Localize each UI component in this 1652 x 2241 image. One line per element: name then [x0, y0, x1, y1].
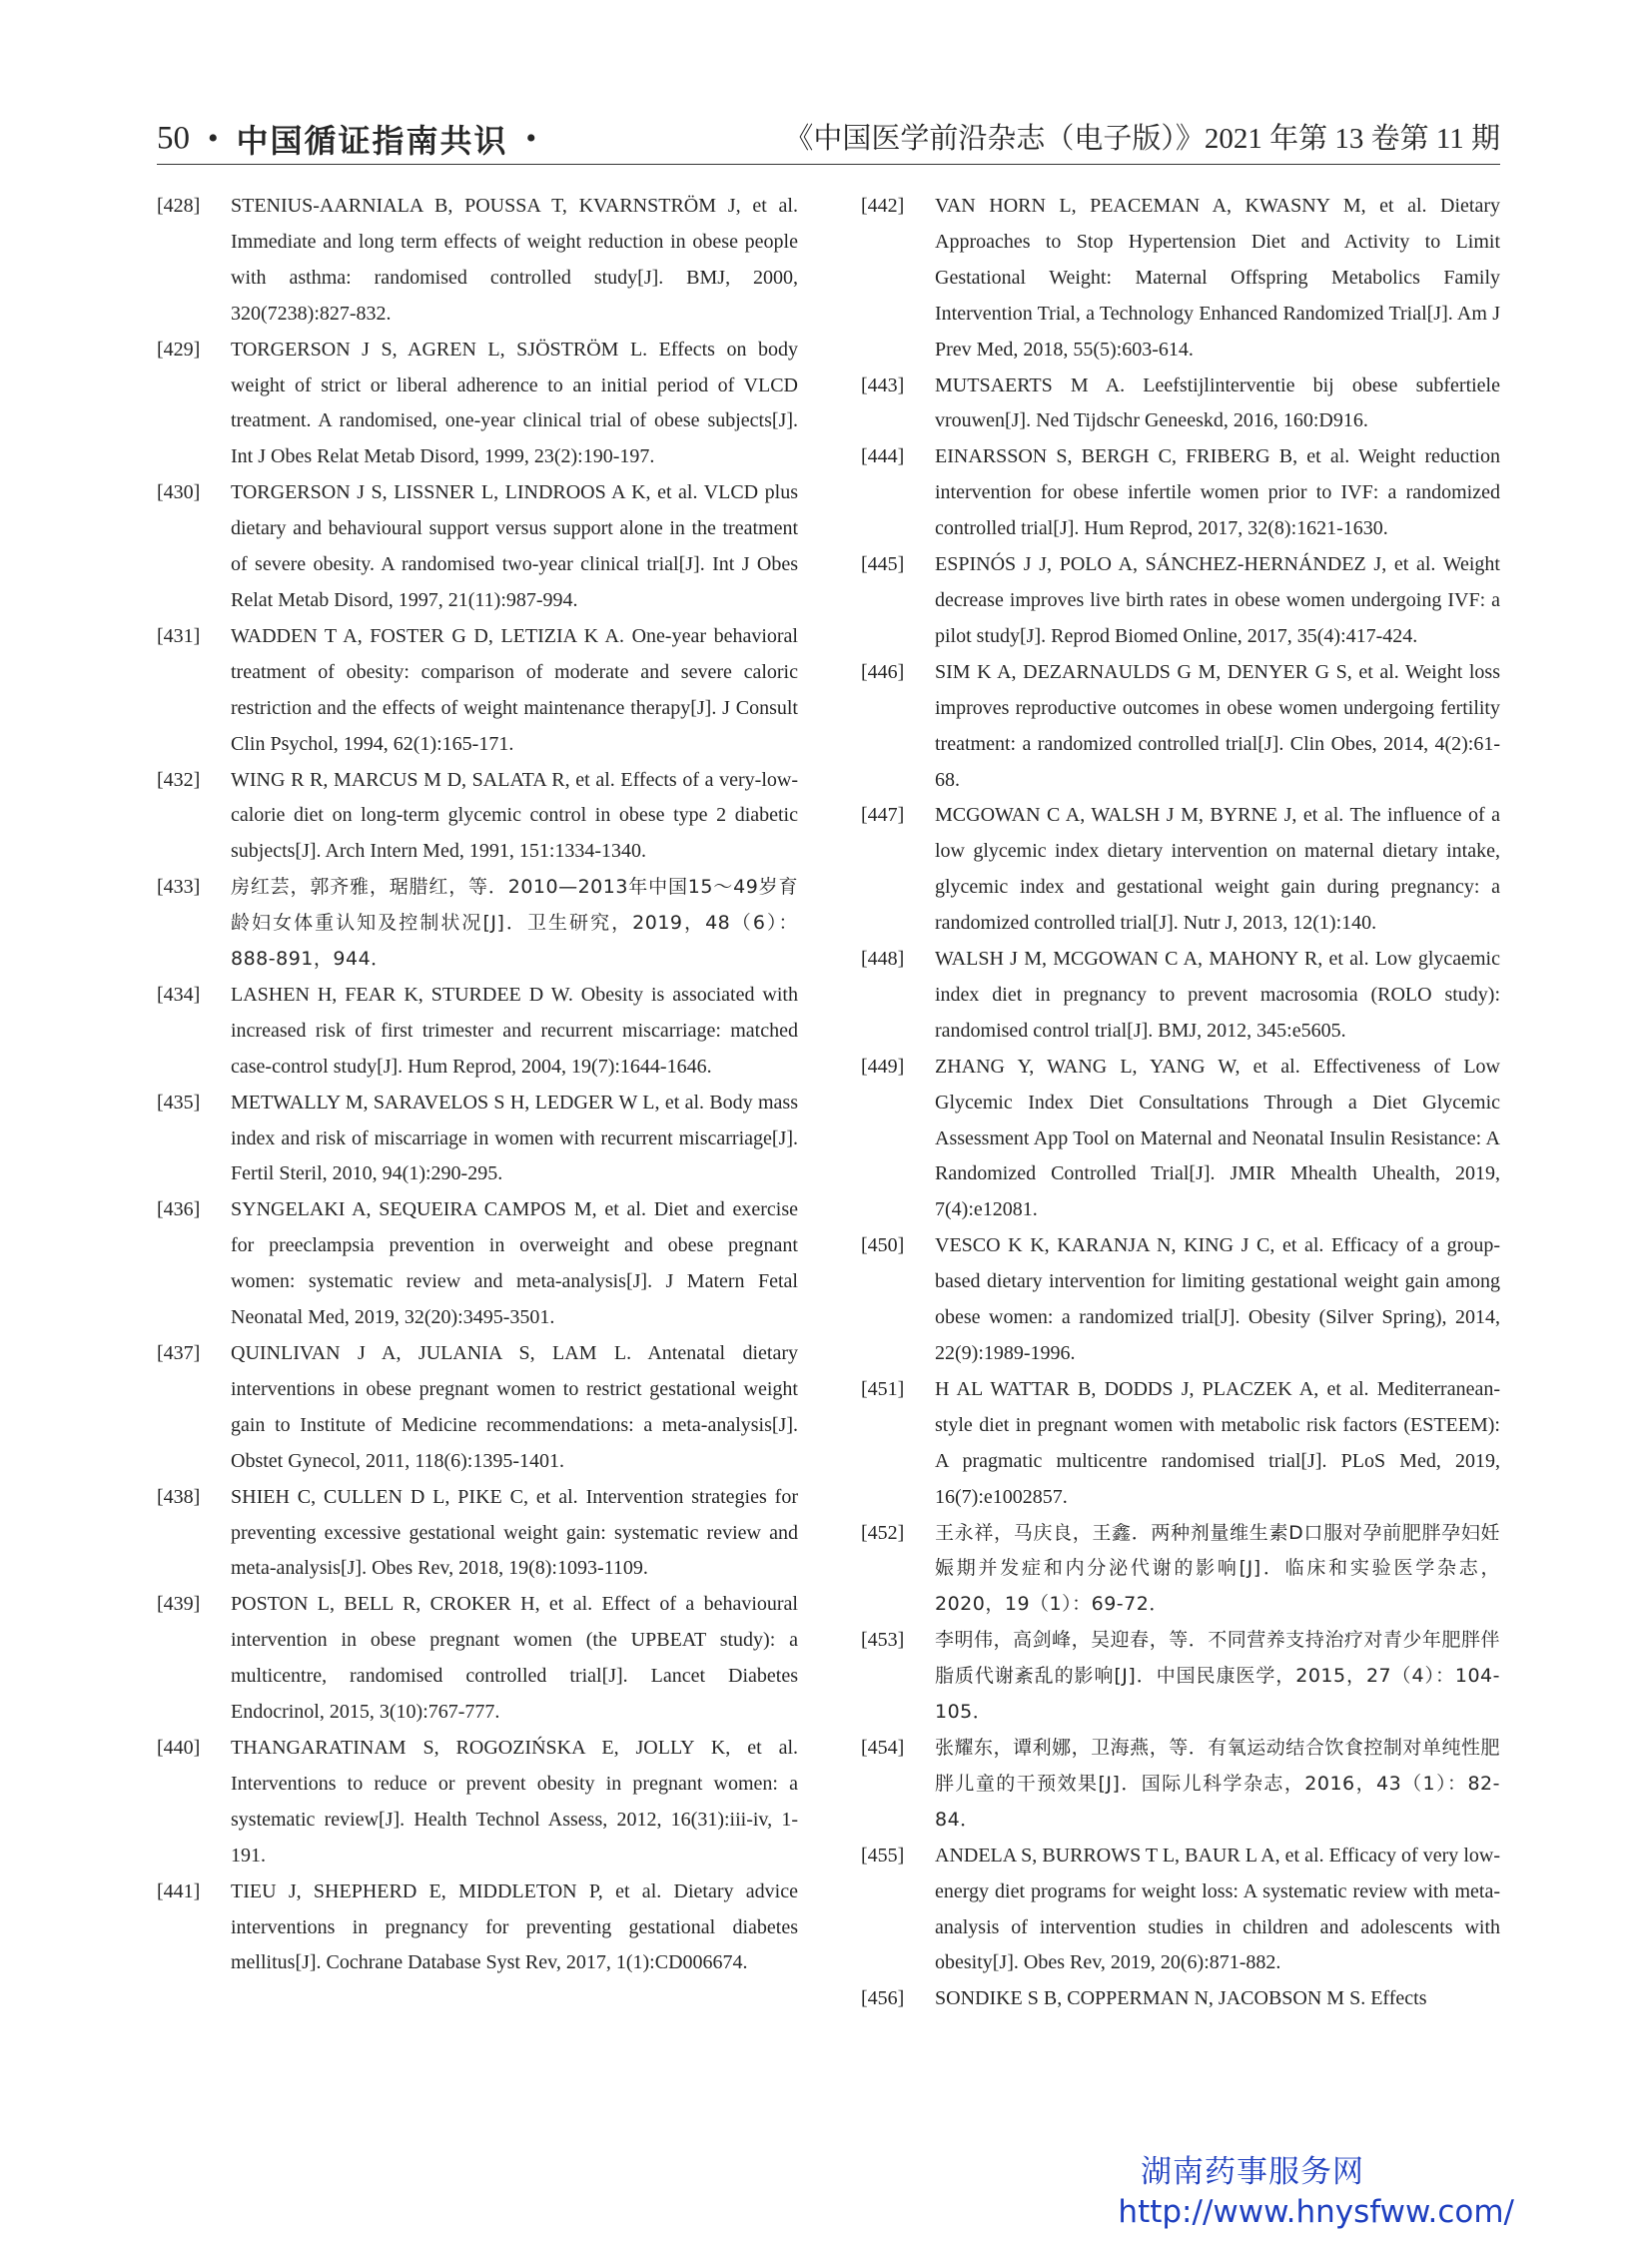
reference-column-right: [861, 189, 1500, 2017]
reference-number: [429]: [157, 338, 201, 361]
reference-entry: [861, 942, 1500, 1050]
page-header: [157, 112, 1500, 165]
reference-text: WADDEN T A, FOSTER G D, LETIZIA K A. One-year behavioral treatment of obesity: comparison of moderate and severe caloric restriction and the effects of weight maintenance therapy[J]. J Consult Clin Psychol, 1994, 62(1):165-171.: [231, 624, 798, 755]
reference-entry: [157, 1480, 798, 1588]
reference-entry: [157, 333, 798, 476]
reference-text: SIM K A, DEZARNAULDS G M, DENYER G S, et al. Weight loss improves reproductive outcomes in obese women undergoing fertility treatment: a randomized controlled trial[J]. Clin Obes, 2014, 4(2):61-68.: [935, 660, 1500, 791]
reference-entry: [861, 189, 1500, 369]
reference-number: [442]: [861, 195, 905, 217]
reference-number: [448]: [861, 948, 905, 971]
reference-text: SONDIKE S B, COPPERMAN N, JACOBSON M S. Effects: [935, 1987, 1427, 2010]
reference-number: [456]: [861, 1987, 905, 2010]
reference-number: [449]: [861, 1055, 905, 1078]
reference-number: [434]: [157, 983, 201, 1006]
reference-number: [436]: [157, 1198, 201, 1221]
reference-text: 王永祥，马庆良，王鑫．两种剂量维生素D口服对孕前肥胖孕妇妊娠期并发症和内分泌代谢的影响[J]．临床和实验医学杂志，2020，19（1）：69-72．: [935, 1521, 1500, 1616]
reference-number: [447]: [861, 804, 905, 827]
reference-text: TORGERSON J S, LISSNER L, LINDROOS A K, et al. VLCD plus dietary and behavioural support versus support alone in the treatment of severe obesity. A randomised two-year clinical trial[J]. Int J Obes Relat Metab Disord, 1997, 21(11):987-994.: [231, 481, 798, 611]
reference-number: [443]: [861, 374, 905, 396]
reference-entry: [157, 870, 798, 978]
reference-number: [451]: [861, 1377, 905, 1400]
reference-entry: [861, 655, 1500, 799]
reference-entry: [157, 475, 798, 619]
reference-number: [438]: [157, 1485, 201, 1508]
reference-text: MCGOWAN C A, WALSH J M, BYRNE J, et al. The influence of a low glycemic index dietary intervention on maternal dietary intake, glycemic index and gestational weight gain during pregnancy: a randomized controlled trial[J]. Nutr J, 2013, 12(1):140.: [935, 804, 1500, 935]
reference-number: [452]: [861, 1521, 905, 1544]
reference-number: [437]: [157, 1342, 201, 1364]
reference-text: SYNGELAKI A, SEQUEIRA CAMPOS M, et al. Diet and exercise for preeclampsia prevention in overweight and obese pregnant women: systematic review and meta-analysis[J]. J Matern Fetal Neonatal Med, 2019, 32(20):3495-3501.: [231, 1198, 798, 1329]
reference-text: WALSH J M, MCGOWAN C A, MAHONY R, et al. Low glycaemic index diet in pregnancy to prevent macrosomia (ROLO study): randomised control trial[J]. BMJ, 2012, 345:e5605.: [935, 948, 1500, 1042]
reference-entry: [861, 369, 1500, 440]
reference-entry: [157, 1192, 798, 1336]
reference-text: STENIUS-AARNIALA B, POUSSA T, KVARNSTRÖM J, et al. Immediate and long term effects of weight reduction in obese people with asthma: randomised controlled study[J]. BMJ, 2000, 320(7238):827-832.: [231, 195, 798, 325]
reference-text: SHIEH C, CULLEN D L, PIKE C, et al. Intervention strategies for preventing excessive gestational weight gain: systematic review and meta-analysis[J]. Obes Rev, 2018, 19(8):1093-1109.: [231, 1485, 798, 1580]
reference-entry: [861, 1372, 1500, 1516]
reference-text: POSTON L, BELL R, CROKER H, et al. Effect of a behavioural intervention in obese pregnant women (the UPBEAT study): a multicentre, randomised controlled trial[J]. Lancet Diabetes Endocrinol, 2015, 3(10):767-777.: [231, 1593, 798, 1724]
reference-text: 李明伟，高剑峰，吴迎春，等．不同营养支持治疗对青少年肥胖伴脂质代谢紊乱的影响[J]．中国民康医学，2015，27（4）：104-105．: [935, 1629, 1500, 1724]
reference-text: ESPINÓS J J, POLO A, SÁNCHEZ-HERNÁNDEZ J, et al. Weight decrease improves live birth rates in obese women undergoing IVF: a pilot study[J]. Reprod Biomed Online, 2017, 35(4):417-424.: [935, 553, 1500, 647]
reference-number: [433]: [157, 876, 201, 899]
reference-entry: [157, 619, 798, 763]
reference-number: [431]: [157, 624, 201, 647]
reference-number: [440]: [157, 1736, 201, 1759]
reference-entry: [157, 1086, 798, 1193]
section-title: 中国循证指南共识: [236, 122, 508, 160]
reference-number: [453]: [861, 1629, 905, 1652]
reference-entry: [861, 1839, 1500, 1982]
reference-entry: [157, 978, 798, 1086]
reference-entry: [861, 439, 1500, 547]
reference-entry: [157, 1731, 798, 1874]
reference-number: [444]: [861, 445, 905, 468]
reference-number: [432]: [157, 768, 201, 791]
reference-number: [428]: [157, 195, 201, 217]
reference-text: TIEU J, SHEPHERD E, MIDDLETON P, et al. Dietary advice interventions in pregnancy for preventing gestational diabetes mellitus[J]. Cochrane Database Syst Rev, 2017, 1(1):CD006674.: [231, 1879, 798, 1974]
page-number: 50: [157, 120, 190, 157]
reference-text: EINARSSON S, BERGH C, FRIBERG B, et al. Weight reduction intervention for obese infertile women prior to IVF: a randomized controlled trial[J]. Hum Reprod, 2017, 32(8):1621-1630.: [935, 445, 1500, 540]
reference-entry: [861, 1050, 1500, 1229]
reference-entry: [157, 763, 798, 871]
reference-number: [435]: [157, 1091, 201, 1114]
reference-entry: [861, 1981, 1500, 2017]
reference-text: THANGARATINAM S, ROGOZIŃSKA E, JOLLY K, et al. Interventions to reduce or prevent obesity in pregnant women: a systematic review[J]. Health Technol Assess, 2012, 16(31):iii-iv, 1-191.: [231, 1736, 798, 1867]
reference-text: LASHEN H, FEAR K, STURDEE D W. Obesity is associated with increased risk of first trimester and recurrent miscarriage: matched case-control study[J]. Hum Reprod, 2004, 19(7):1644-1646.: [231, 983, 798, 1078]
reference-number: [430]: [157, 481, 201, 504]
journal-info: 《中国医学前沿杂志（电子版）》2021 年第 13 卷第 11 期: [784, 123, 1500, 155]
reference-text: ZHANG Y, WANG L, YANG W, et al. Effectiveness of Low Glycemic Index Diet Consultations Through a Diet Glycemic Assessment App Tool on Maternal and Neonatal Insulin Resistance: A Randomized Controlled Trial[J]. JMIR Mhealth Uhealth, 2019, 7(4):e12081.: [935, 1055, 1500, 1221]
reference-number: [445]: [861, 553, 905, 576]
watermark-name: 湖南药事服务网: [1141, 2154, 1364, 2190]
reference-entry: [157, 1874, 798, 1982]
watermark-url[interactable]: http://www.hnysfww.com/: [1118, 2194, 1514, 2230]
reference-entry: [157, 189, 798, 333]
reference-entry: [861, 1731, 1500, 1839]
reference-number: [439]: [157, 1593, 201, 1616]
reference-entry: [157, 1587, 798, 1731]
watermark: [1118, 2152, 1514, 2232]
reference-number: [441]: [157, 1879, 201, 1902]
reference-text: VAN HORN L, PEACEMAN A, KWASNY M, et al. Dietary Approaches to Stop Hypertension Diet and Activity to Limit Gestational Weight: Maternal Offspring Metabolics Family Intervention Trial, a Technology Enhanced Randomized Trial[J]. Am J Prev Med, 2018, 55(5):603-614.: [935, 195, 1500, 361]
reference-entry: [157, 1336, 798, 1480]
header-bullet-left: •: [208, 122, 219, 155]
reference-text: ANDELA S, BURROWS T L, BAUR L A, et al. Efficacy of very low-energy diet programs for weight loss: A systematic review with meta-analysis of intervention studies in children and adolescents with obesity[J]. Obes Rev, 2019, 20(6):871-882.: [935, 1844, 1500, 1974]
reference-entry: [861, 547, 1500, 655]
reference-number: [454]: [861, 1736, 905, 1759]
reference-text: H AL WATTAR B, DODDS J, PLACZEK A, et al. Mediterranean-style diet in pregnant women with metabolic risk factors (ESTEEM): A pragmatic multicentre randomised trial[J]. PLoS Med, 2019, 16(7):e1002857.: [935, 1377, 1500, 1508]
reference-number: [455]: [861, 1844, 905, 1867]
reference-number: [446]: [861, 660, 905, 683]
reference-column-left: [157, 189, 798, 1981]
reference-text: 张耀东，谭利娜，卫海燕，等．有氧运动结合饮食控制对单纯性肥胖儿童的干预效果[J]．国际儿科学杂志，2016，43（1）：82-84．: [935, 1736, 1500, 1831]
reference-number: [450]: [861, 1234, 905, 1257]
reference-text: MUTSAERTS M A. Leefstijlinterventie bij obese subfertiele vrouwen[J]. Ned Tijdschr Geneeskd, 2016, 160:D916.: [935, 374, 1500, 432]
reference-text: WING R R, MARCUS M D, SALATA R, et al. Effects of a very-low-calorie diet on long-term glycemic control in obese type 2 diabetic subjects[J]. Arch Intern Med, 1991, 151:1334-1340.: [231, 768, 798, 863]
reference-entry: [861, 1516, 1500, 1624]
reference-entry: [861, 798, 1500, 942]
reference-text: METWALLY M, SARAVELOS S H, LEDGER W L, et al. Body mass index and risk of miscarriage in women with recurrent miscarriage[J]. Fertil Steril, 2010, 94(1):290-295.: [231, 1091, 798, 1185]
reference-text: 房红芸，郭齐雅，琚腊红，等．2010—2013年中国15～49岁育龄妇女体重认知及控制状况[J]．卫生研究，2019，48（6）：888-891，944．: [231, 876, 798, 971]
reference-entry: [861, 1228, 1500, 1372]
header-left: [157, 116, 550, 162]
reference-text: TORGERSON J S, AGREN L, SJÖSTRÖM L. Effects on body weight of strict or liberal adherence to an initial period of VLCD treatment. A randomised, one-year clinical trial of obese subjects[J]. Int J Obes Relat Metab Disord, 1999, 23(2):190-197.: [231, 338, 798, 468]
header-bullet-right: •: [525, 122, 537, 155]
reference-text: QUINLIVAN J A, JULANIA S, LAM L. Antenatal dietary interventions in obese pregnant women to restrict gestational weight gain to Institute of Medicine recommendations: a meta-analysis[J]. Obstet Gynecol, 2011, 118(6):1395-1401.: [231, 1342, 798, 1472]
reference-text: VESCO K K, KARANJA N, KING J C, et al. Efficacy of a group-based dietary intervention for limiting gestational weight gain among obese women: a randomized trial[J]. Obesity (Silver Spring), 2014, 22(9):1989-1996.: [935, 1234, 1500, 1364]
reference-entry: [861, 1623, 1500, 1731]
